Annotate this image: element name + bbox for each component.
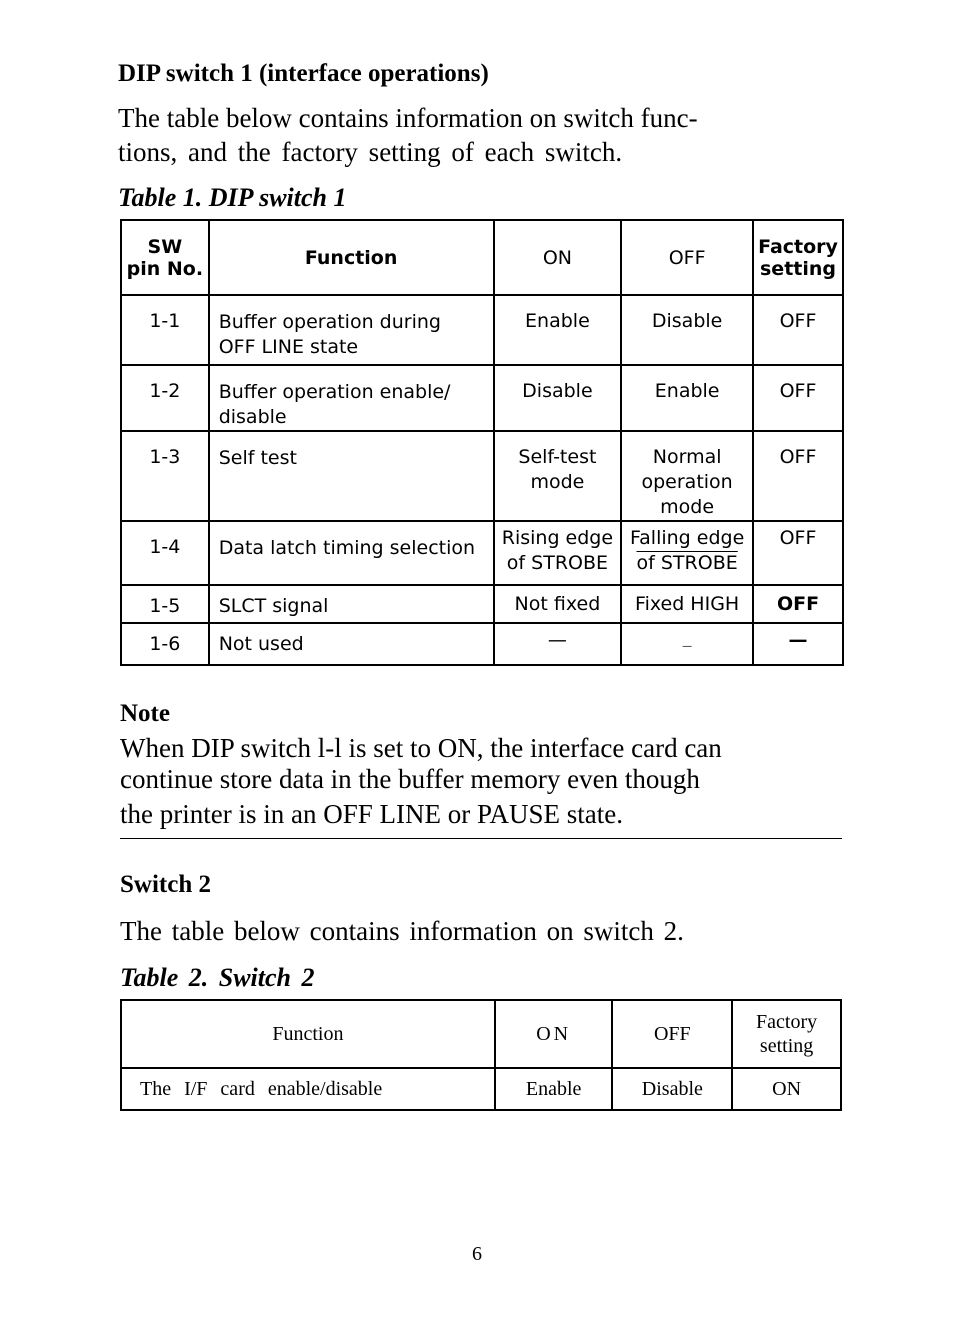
header-factory: Factory setting	[753, 220, 843, 295]
function-cell: Self test	[209, 431, 494, 521]
function-cell: Buffer operation enable/ disable	[209, 365, 494, 431]
horizontal-divider	[120, 838, 842, 839]
dip-switch-1-table	[120, 219, 844, 666]
header-on: ON	[494, 220, 622, 295]
table2-header-row	[121, 1000, 841, 1068]
factory-cell: OFF	[753, 431, 843, 521]
on-cell: Disable	[494, 365, 622, 431]
on-cell: Rising edge of STROBE	[494, 521, 622, 585]
factory-cell: ON	[732, 1068, 841, 1110]
off-cell: Disable	[621, 295, 753, 365]
header-pin: SW pin No.	[121, 220, 209, 295]
table-row	[121, 365, 843, 431]
table-row	[121, 521, 843, 585]
header-factory: Factory setting	[732, 1000, 841, 1068]
section1-intro-line1: The table below contains information on switch func-	[118, 103, 698, 133]
off-cell: Fixed HIGH	[621, 585, 753, 623]
switch-2-table	[120, 999, 842, 1111]
function-cell: SLCT signal	[209, 585, 494, 623]
note-heading: Note	[120, 700, 170, 727]
section1-intro-line2: tions, and the factory setting of each switch.	[118, 137, 623, 167]
pin-cell: 1-4	[121, 521, 209, 585]
table-row	[121, 295, 843, 365]
pin-cell: 1-6	[121, 623, 209, 665]
on-cell: Self-test mode	[494, 431, 622, 521]
off-cell: Normal operation mode	[621, 431, 753, 521]
off-cell: —	[621, 623, 753, 665]
header-off: OFF	[612, 1000, 732, 1068]
pin-cell: 1-2	[121, 365, 209, 431]
table2-caption: Table 2. Switch 2	[120, 963, 315, 992]
function-cell: The I/F card enable/disable	[121, 1068, 495, 1110]
table1-header-row	[121, 220, 843, 295]
table-row	[121, 623, 843, 665]
table-row	[121, 1068, 841, 1110]
header-off: OFF	[621, 220, 753, 295]
section2-intro: The table below contains information on switch 2.	[120, 916, 684, 946]
function-cell: Data latch timing selection	[209, 521, 494, 585]
table-row	[121, 431, 843, 521]
note-line3: the printer is in an OFF LINE or PAUSE state.	[120, 799, 623, 829]
section1-heading: DIP switch 1 (interface operations)	[118, 60, 489, 87]
section2-heading: Switch 2	[120, 871, 211, 898]
factory-cell: OFF	[753, 365, 843, 431]
factory-cell: OFF	[753, 521, 843, 585]
function-cell: Buffer operation during OFF LINE state	[209, 295, 494, 365]
pin-cell: 1-1	[121, 295, 209, 365]
on-cell: —	[494, 623, 622, 665]
off-cell: Enable	[621, 365, 753, 431]
factory-cell: OFF	[753, 295, 843, 365]
page-number: 6	[472, 1243, 482, 1265]
header-function: Function	[209, 220, 494, 295]
on-cell: Enable	[494, 295, 622, 365]
pin-cell: 1-5	[121, 585, 209, 623]
pin-cell: 1-3	[121, 431, 209, 521]
factory-cell: OFF	[753, 585, 843, 623]
on-cell: Enable	[495, 1068, 613, 1110]
header-on: ON	[495, 1000, 613, 1068]
off-cell: Disable	[612, 1068, 732, 1110]
table1-caption: Table 1. DIP switch 1	[118, 183, 347, 212]
factory-cell: —	[753, 623, 843, 665]
off-cell: Falling edge of STROBE	[621, 521, 753, 585]
header-function: Function	[121, 1000, 495, 1068]
note-line2: continue store data in the buffer memory even though	[120, 764, 700, 794]
table-row	[121, 585, 843, 623]
function-cell: Not used	[209, 623, 494, 665]
note-line1: When DIP switch l-l is set to ON, the interface card can	[120, 733, 722, 763]
on-cell: Not fixed	[494, 585, 622, 623]
